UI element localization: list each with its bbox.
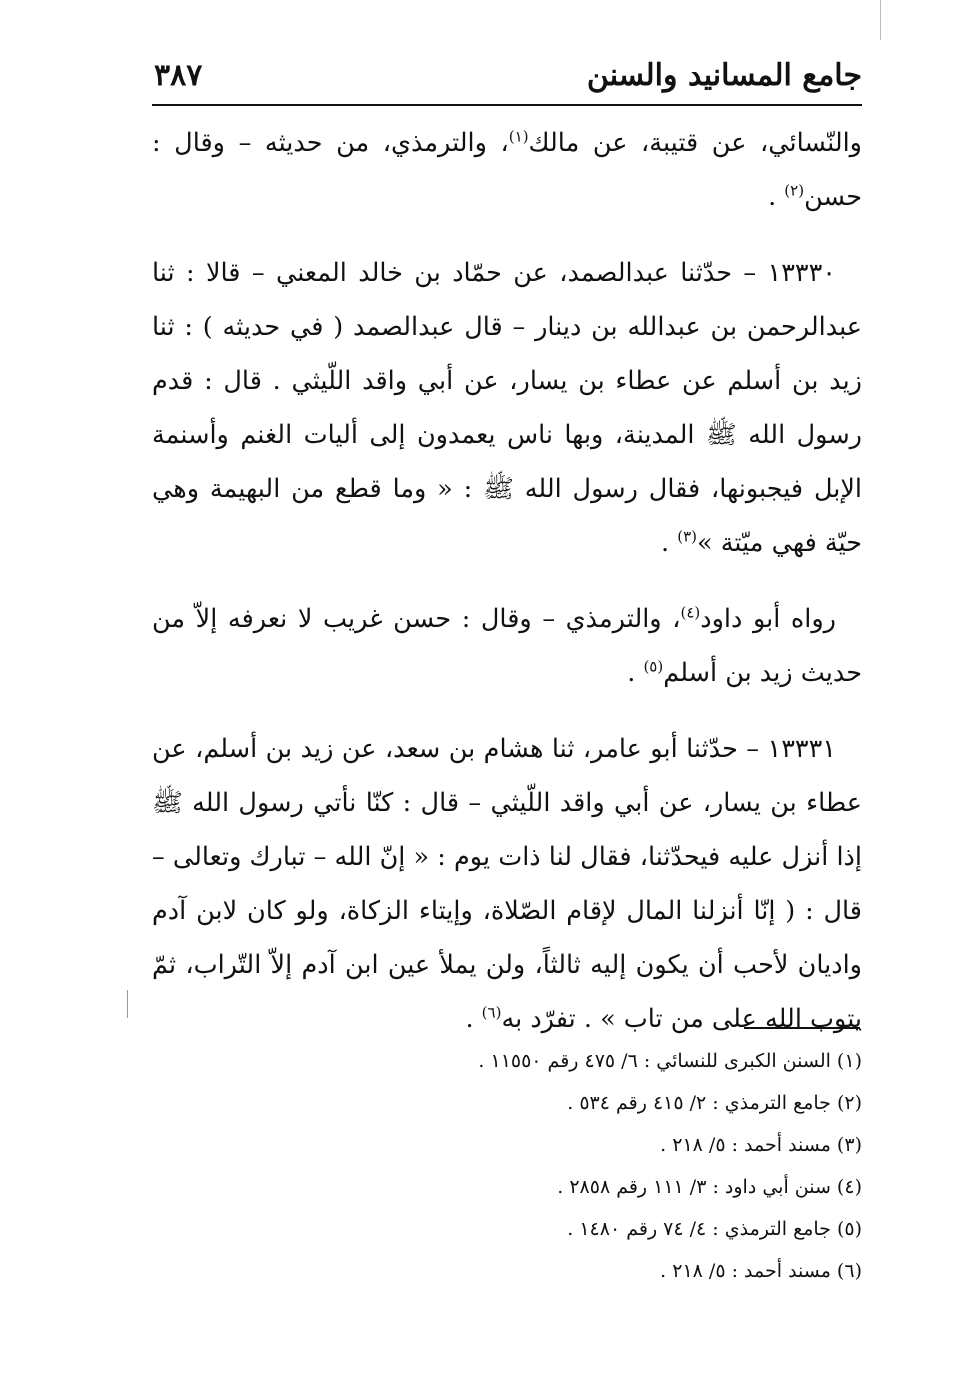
paragraph-1: [152, 116, 862, 224]
paragraph-3-end: .: [627, 658, 644, 688]
footnote-1: (١) السنن الكبرى للنسائي : ٦/ ٤٧٥ رقم ١١٥٥٠ .: [478, 1050, 862, 1072]
paragraph-1-text-a: والنّسائي، عن قتيبة، عن مالك: [528, 128, 862, 158]
main-text: [152, 116, 862, 1068]
hadith-13330-text: ١٣٣٣٠ – حدّثنا عبدالصمد، عن حمّاد بن خالد المعني – قالا : ثنا عبدالرحمن بن عبدالله بن دينار – قال عبدالصمد ( في حديثه ) : ثنا زيد بن أسلم عن عطاء بن يسار، عن أبي واقد اللّيثي . قال : قدم رسول الله ﷺ المدينة، وبها ناس يعمدون إلى أليات الغنم وأسنمة الإبل فيجبونها، فقال رسول الله ﷺ : « وما قطع من البهيمة وهي حيّة فهي ميّتة »: [152, 258, 862, 558]
footnote-6: (٦) مسند أحمد : ٥/ ٢١٨ .: [660, 1260, 862, 1282]
paragraph-3: [152, 592, 862, 700]
footnote-4: (٤) سنن أبي داود : ٣/ ١١١ رقم ٢٨٥٨ .: [557, 1176, 862, 1198]
page-number: ٣٨٧: [154, 58, 203, 93]
paragraph-3-text-b: ، والترمذي – وقال : حسن غريب لا نعرفه إلاّ من حديث زيد بن أسلم: [152, 604, 862, 688]
page-header: [152, 52, 862, 106]
footnote-ref-1: (١): [508, 127, 529, 146]
footnote-separator: [744, 1027, 860, 1029]
footnote-ref-6: (٦): [481, 1003, 502, 1022]
paragraph-1-end: .: [768, 182, 785, 212]
footnotes: [152, 1040, 862, 1292]
hadith-13331-text: ١٣٣٣١ – حدّثنا أبو عامر، ثنا هشام بن سعد، عن زيد بن أسلم، عن عطاء بن يسار، عن أبي واقد اللّيثي – قال : كنّا نأتي رسول الله ﷺ إذا أنزل عليه فيحدّثنا، فقال لنا ذات يوم : « إنّ الله – تبارك وتعالى – قال : ( إنّا أنزلنا المال لإقام الصّلاة، وإيتاء الزكاة، ولو كان لابن آدم واديان لأحب أن يكون إليه ثالثاً، ولن يملأ عين ابن آدم إلاّ التّراب، ثمّ يتوب الله على من تاب » . تفرّد به: [152, 734, 862, 1034]
footnote-3: (٣) مسند أحمد : ٥/ ٢١٨ .: [660, 1134, 862, 1156]
footnote-ref-3: (٣): [677, 527, 698, 546]
margin-mark: [127, 990, 128, 1018]
footnote-ref-4: (٤): [680, 603, 701, 622]
hadith-13330-end: .: [661, 528, 678, 558]
footnote-5: (٥) جامع الترمذي : ٤/ ٧٤ رقم ١٤٨٠ .: [567, 1218, 862, 1240]
hadith-13330: [152, 246, 862, 570]
hadith-13331: [152, 722, 862, 1046]
hadith-13331-end: .: [465, 1004, 482, 1034]
scan-mark: [880, 0, 881, 40]
footnote-2: (٢) جامع الترمذي : ٢/ ٤١٥ رقم ٥٣٤ .: [567, 1092, 862, 1114]
footnote-ref-2: (٢): [784, 181, 805, 200]
paragraph-3-text-a: رواه أبو داود: [700, 604, 836, 634]
paragraph-1-text-b: ، والترمذي، من حديثه – وقال : حسن: [152, 128, 862, 212]
running-title: جامع المسانيد والسنن: [586, 58, 862, 93]
footnote-ref-5: (٥): [643, 657, 664, 676]
